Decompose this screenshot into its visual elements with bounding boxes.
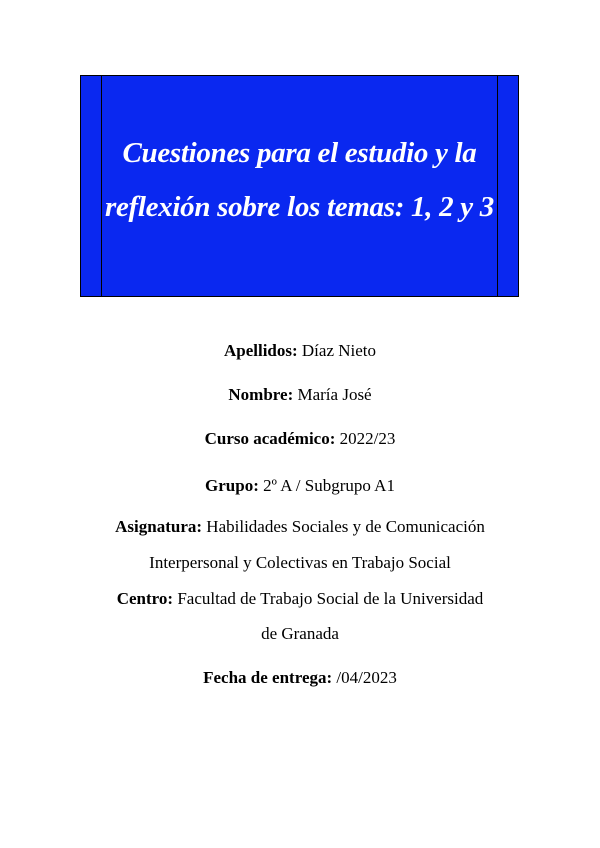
grupo-value: 2º A / Subgrupo A1 bbox=[258, 476, 395, 495]
field-nombre bbox=[60, 385, 540, 405]
field-asignatura-cont bbox=[60, 553, 540, 573]
asignatura-value-line-2: Interpersonal y Colectivas en Trabajo Social bbox=[149, 553, 451, 572]
curso-label: Curso académico: bbox=[204, 429, 336, 448]
field-centro bbox=[60, 589, 540, 609]
curso-value: 2022/23 bbox=[335, 429, 396, 448]
field-fecha bbox=[60, 668, 540, 688]
title-line-1: Cuestiones para el estudio y la bbox=[122, 137, 477, 169]
grupo-label: Grupo: bbox=[205, 476, 259, 495]
fecha-label: Fecha de entrega: bbox=[203, 668, 333, 687]
nombre-value: María José bbox=[293, 385, 372, 404]
asignatura-value-line-1: Habilidades Sociales y de Comunicación bbox=[202, 517, 485, 536]
apellidos-label: Apellidos: bbox=[223, 341, 298, 360]
centro-value-line-1: Facultad de Trabajo Social de la Universidad bbox=[173, 589, 484, 608]
title-banner bbox=[80, 75, 519, 297]
field-apellidos bbox=[60, 341, 540, 361]
fecha-value: /04/2023 bbox=[332, 668, 397, 687]
field-asignatura bbox=[60, 517, 540, 537]
asignatura-label: Asignatura: bbox=[115, 517, 203, 536]
apellidos-value: Díaz Nieto bbox=[297, 341, 377, 360]
field-curso bbox=[60, 429, 540, 449]
document-title bbox=[101, 126, 498, 234]
field-grupo bbox=[60, 476, 540, 496]
centro-label: Centro: bbox=[116, 589, 174, 608]
nombre-label: Nombre: bbox=[228, 385, 294, 404]
title-line-2: reflexión sobre los temas: 1, 2 y 3 bbox=[104, 191, 494, 223]
centro-value-line-2: de Granada bbox=[261, 624, 339, 643]
field-centro-cont bbox=[60, 624, 540, 644]
